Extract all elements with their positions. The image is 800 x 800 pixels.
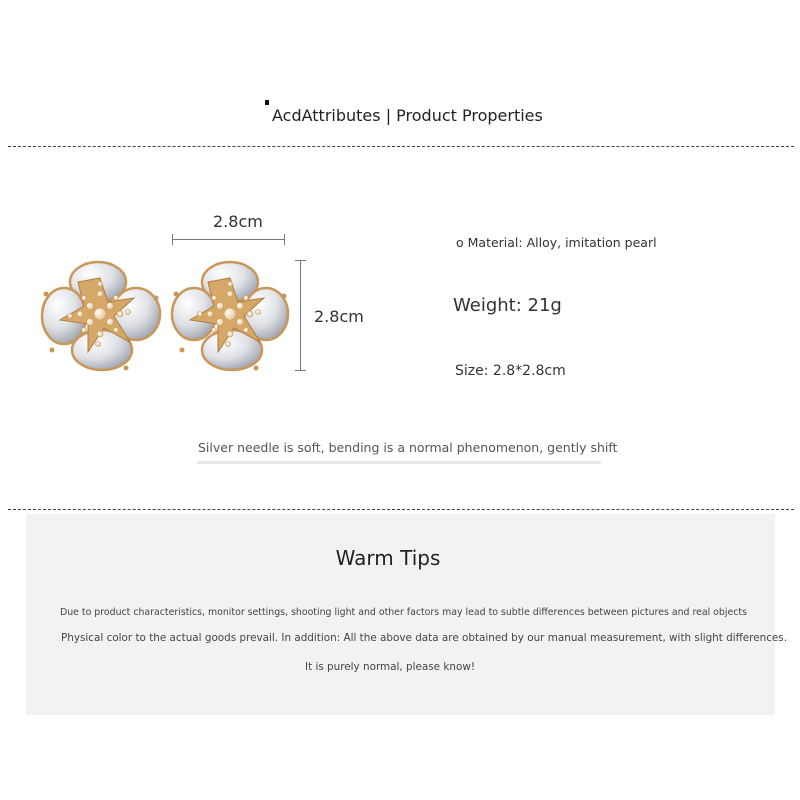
width-dimension-cap-right: [284, 234, 285, 245]
page-title: AcdAttributes | Product Properties: [272, 106, 543, 125]
warm-tips-line-1: Due to product characteristics, monitor settings, shooting light and other factors may lead to subtle differences between pictures and real objects: [60, 607, 747, 618]
height-dimension-label: 2.8cm: [314, 307, 364, 326]
warm-tips-title: Warm Tips: [335, 546, 441, 570]
warm-tips-line-2: Physical color to the actual goods prevail. In addition: All the above data are obtained by our manual measurement, with slight differences.: [61, 632, 788, 644]
needle-note: Silver needle is soft, bending is a normal phenomenon, gently shift: [198, 440, 618, 455]
earring-image-left: [38, 258, 162, 374]
earring-image-right: [168, 258, 292, 374]
bottom-divider: [8, 509, 794, 510]
height-dimension-cap-top: [295, 260, 306, 261]
width-dimension-line: [172, 239, 284, 240]
width-dimension-label: 2.8cm: [213, 212, 263, 231]
header-bullet-mark: [265, 100, 269, 105]
material-property: o Material: Alloy, imitation pearl: [456, 235, 657, 250]
height-dimension-cap-bottom: [295, 370, 306, 371]
width-dimension-cap-left: [172, 234, 173, 245]
size-property: Size: 2.8*2.8cm: [455, 363, 566, 379]
height-dimension-line: [300, 260, 301, 370]
weight-property: Weight: 21g: [453, 295, 562, 316]
note-underline: [197, 461, 601, 464]
top-divider: [8, 146, 794, 147]
warm-tips-line-3: It is purely normal, please know!: [305, 661, 475, 673]
